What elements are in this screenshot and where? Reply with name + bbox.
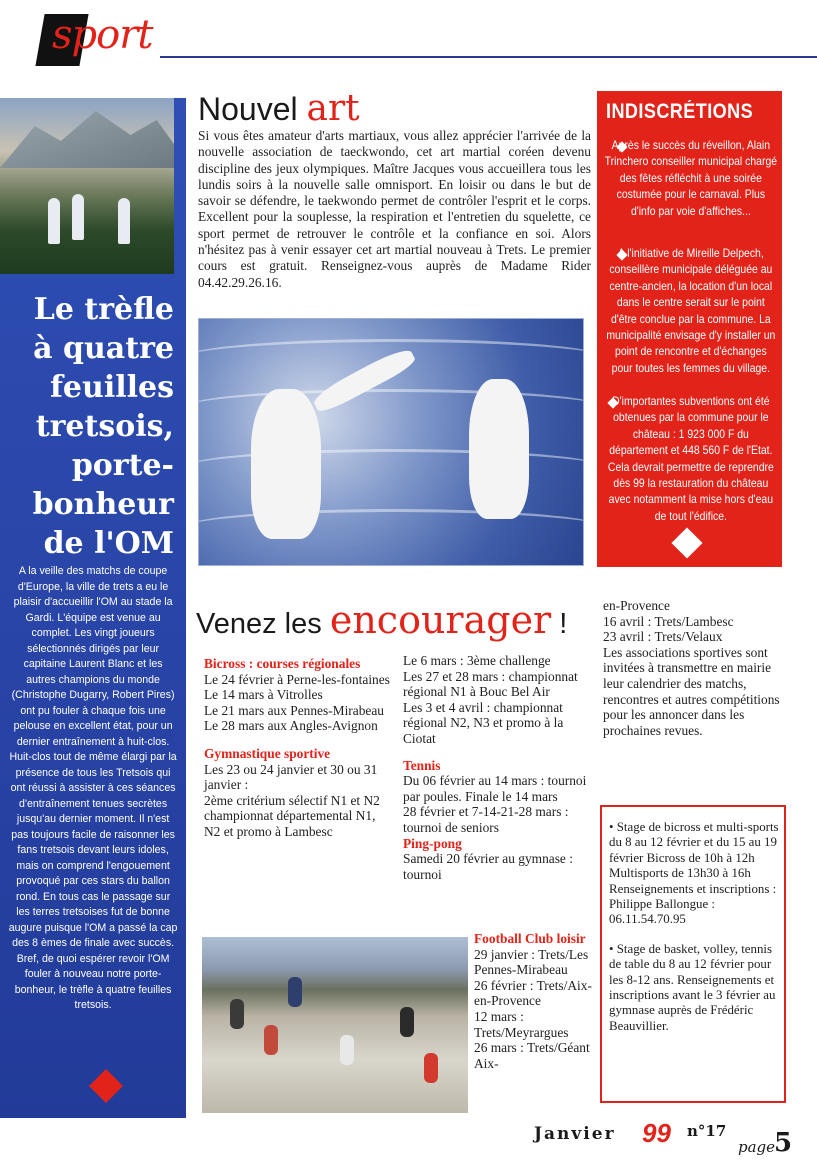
football-heading: Football Club loisir (474, 931, 586, 946)
stage-item: • Stage de bicross et multi-sports du 8 au 12 février et du 15 au 19 février Bicross de 10h à 12h Multisports de 13h30 à 16h Renseignements et inscriptions : Philippe Ballongue : 06.11.54.70.95 (609, 820, 779, 927)
football-line: en-Provence (603, 598, 670, 613)
spacer (403, 747, 593, 758)
indiscretions-title: INDISCRÉTIONS (606, 100, 754, 123)
art-title-plain: Nouvel (198, 91, 307, 127)
spacer (609, 928, 785, 942)
football-block (474, 931, 592, 1071)
bicross-line: Le 21 mars aux Pennes-Mirabeau (204, 702, 384, 718)
indiscretion-item: A l'initiative de Mireille Delpech, conseillère municipale déléguée au centre-ancien, la location d'un local dans le centre serait sur le point d'être conclue par la commune. La municipalité envisage d'y installer un point de rencontre et d'échanges pour toutes les femmes du village. (606, 247, 776, 375)
football-line: 23 avril : Trets/Velaux (603, 629, 723, 645)
football-line: 26 février : Trets/Aix-en-Provence (474, 977, 592, 1009)
art-article-body: Si vous êtes amateur d'arts martiaux, vous allez apprécier l'arrivée de la nouvelle association de taeckwondo, cet art martial coréen devenu discipline des jeux olympiques. Maître Jacques vous accueillera tous les lundis soirs à la nouvelle salle omnisport. En loisir ou dans le but de savoir se défendre, le taekwondo permet de contrôler l'esprit et le corps. Excellent pour la souplesse, la respiration et l'entretien du squelette, ce sport permet de retrouver le contrôle et la confiance en soi. Alors n'hésitez pas à venir essayer cet art martial nouveau à Trets. Le premier cours est gratuit. Renseignez-vous auprès de Madame Rider 04.42.29.26.16. (198, 128, 591, 290)
footer-month: Janvier (534, 1124, 616, 1144)
football-line: 29 janvier : Trets/Les Pennes-Mirabeau (474, 946, 589, 978)
encourager-title-accent: encourager (329, 598, 552, 642)
tennis-line: 28 février et 7-14-21-28 mars : tournoi de seniors (403, 804, 569, 835)
photo-fighter (251, 389, 321, 539)
gym-heading: Gymnastique sportive (204, 745, 331, 761)
calendar-column-1 (204, 656, 394, 840)
pingpong-heading: Ping-pong (403, 835, 462, 851)
stage-item-text: Stage de basket, volley, tennis de table du 8 au 12 février pour les 8-12 ans. Renseignements et inscriptions avant le 3 février au gymnase auprès de Frédéric Beauvillier. (609, 941, 776, 1033)
indiscretion-item: Après le succès du réveillon, Alain Trinchero conseiller municipal chargé des fêtes réfléchit à une soirée costumée pour le carnaval. Plus d'info par voie d'affiches... (604, 139, 778, 218)
photo-player (48, 198, 60, 244)
om-article-title: Le trèfle à quatre feuilles tretsois, porte-bonheur de l'OM (32, 292, 174, 561)
gym-line: 2ème critérium sélectif N1 et N2 (204, 792, 380, 808)
photo-rider (264, 1025, 278, 1055)
photo-rider (288, 977, 302, 1007)
bicross-line: Le 24 février à Perne-les-fontaines (204, 671, 390, 687)
photo-rider (340, 1035, 354, 1065)
bicross-line: Le 14 mars à Vitrolles (204, 687, 323, 703)
calendar-column-2 (403, 653, 593, 882)
encourager-title-end: ! (551, 608, 568, 640)
football-line: 16 avril : Trets/Lambesc (603, 613, 734, 629)
stages-text (609, 820, 785, 1034)
photo-rider (400, 1007, 414, 1037)
gym-line: Le 6 mars : 3ème challenge (403, 653, 551, 668)
gym-line: Les 3 et 4 avril : championnat régional N2, N3 et promo à la Ciotat (403, 699, 564, 746)
om-article-body: A la veille des matchs de coupe d'Europe, la ville de trets a eu le plaisir d'accueillir l'OM au stade la Gardi. L'équipe est venue au complet. Les vingt joueurs sélectionnés dirigés par leur capitaine Laurent Blanc et les autres champions du monde (Christophe Dugarry, Robert Pires) ont pu fouler à chaque fois une pelouse en excellent état, pour un dernier entraînement à huit-clos. Huit-clos tout de même élargi par la présence de tous les Tretsois qui ont réussi à assister à ces séances d'entraînement tenues secrètes jusqu'au dernier moment. Il n'est pas toujours facile de raisonner les fans tretsois devant leurs idoles, mais on comprend l'engouement provoqué par ces stars du ballon rond. En tous cas le passage sur les terres tretsoises fut de bonne augure puisque l'OM a passé la cap des 8 èmes de finale avec succès. Bref, de quoi espérer revoir l'OM fouler à nouveau notre porte-bonheur, le trèfle à quatre feuilles tretsois. (8, 565, 178, 1011)
associations-note: Les associations sportives sont invitées à transmettre en mairie leur calendrier des matchs, rencontres et autres compétitions pour les annoncer dans les prochaines revues. (603, 644, 780, 738)
stage-item: • Stage de basket, volley, tennis de table du 8 au 12 février pour les 8-12 ans. Renseignements et inscriptions avant le 3 février au gymnase auprès de Frédéric Beauvillier. (609, 941, 776, 1033)
gym-line: Les 23 ou 24 janvier et 30 ou 31 janvier : (204, 761, 378, 793)
photo-mountains (0, 108, 174, 168)
encourager-title (196, 598, 567, 642)
art-title-accent: art (306, 88, 360, 129)
gym-line: championnat départemental N1, N2 et promo à Lambesc (204, 808, 376, 839)
stage-item-text: Stage de bicross et multi-sports du 8 au 12 février et du 15 au 19 février Bicross de 10h à 12h Multisports de 13h30 à 16h Renseignements et inscriptions : Philippe Ballongue : 06.11.54.70.95 (609, 820, 779, 927)
art-article-title (198, 88, 360, 129)
gym-line: Les 27 et 28 mars : championnat régional N1 à Bouc Bel Air (403, 668, 578, 700)
tennis-line: Du 06 février au 14 mars : tournoi par poules. Finale le 14 mars (403, 773, 587, 804)
footer-page-number: 5 (774, 1128, 793, 1158)
bmx-photo (202, 937, 468, 1113)
taekwondo-photo (198, 318, 584, 566)
om-training-photo (0, 98, 174, 274)
football-line: 26 mars : Trets/Géant Aix- (474, 1040, 590, 1071)
footer-year: 99 (642, 1118, 671, 1148)
photo-player (118, 198, 130, 244)
pingpong-line: Samedi 20 février au gymnase : tournoi (403, 851, 573, 882)
photo-rider (230, 999, 244, 1029)
photo-player (72, 194, 84, 240)
tennis-heading: Tennis (403, 757, 441, 773)
bicross-heading: Bicross : courses régionales (204, 656, 361, 671)
footer-page-word: page (738, 1138, 776, 1156)
photo-rider (424, 1053, 438, 1083)
calendar-column-3 (603, 598, 785, 738)
indiscretion-item: D'importantes subventions ont été obtenues par la commune pour le château : 1 923 000 F du département et 448 560 F de l'Etat. Cela devrait permettre de reprendre dès 99 la restauration du château avec notamment la mise hors d'eau de tout l'édifice. (607, 395, 774, 523)
spacer (204, 734, 394, 746)
footer-issue: n°17 (687, 1122, 727, 1140)
section-title: sport (52, 12, 153, 58)
encourager-title-plain: Venez les (196, 608, 330, 640)
bicross-line: Le 28 mars aux Angles-Avignon (204, 718, 378, 734)
photo-fighter (469, 379, 529, 519)
football-line: 12 mars : Trets/Meyrargues (474, 1008, 569, 1040)
header-rule (160, 56, 817, 58)
